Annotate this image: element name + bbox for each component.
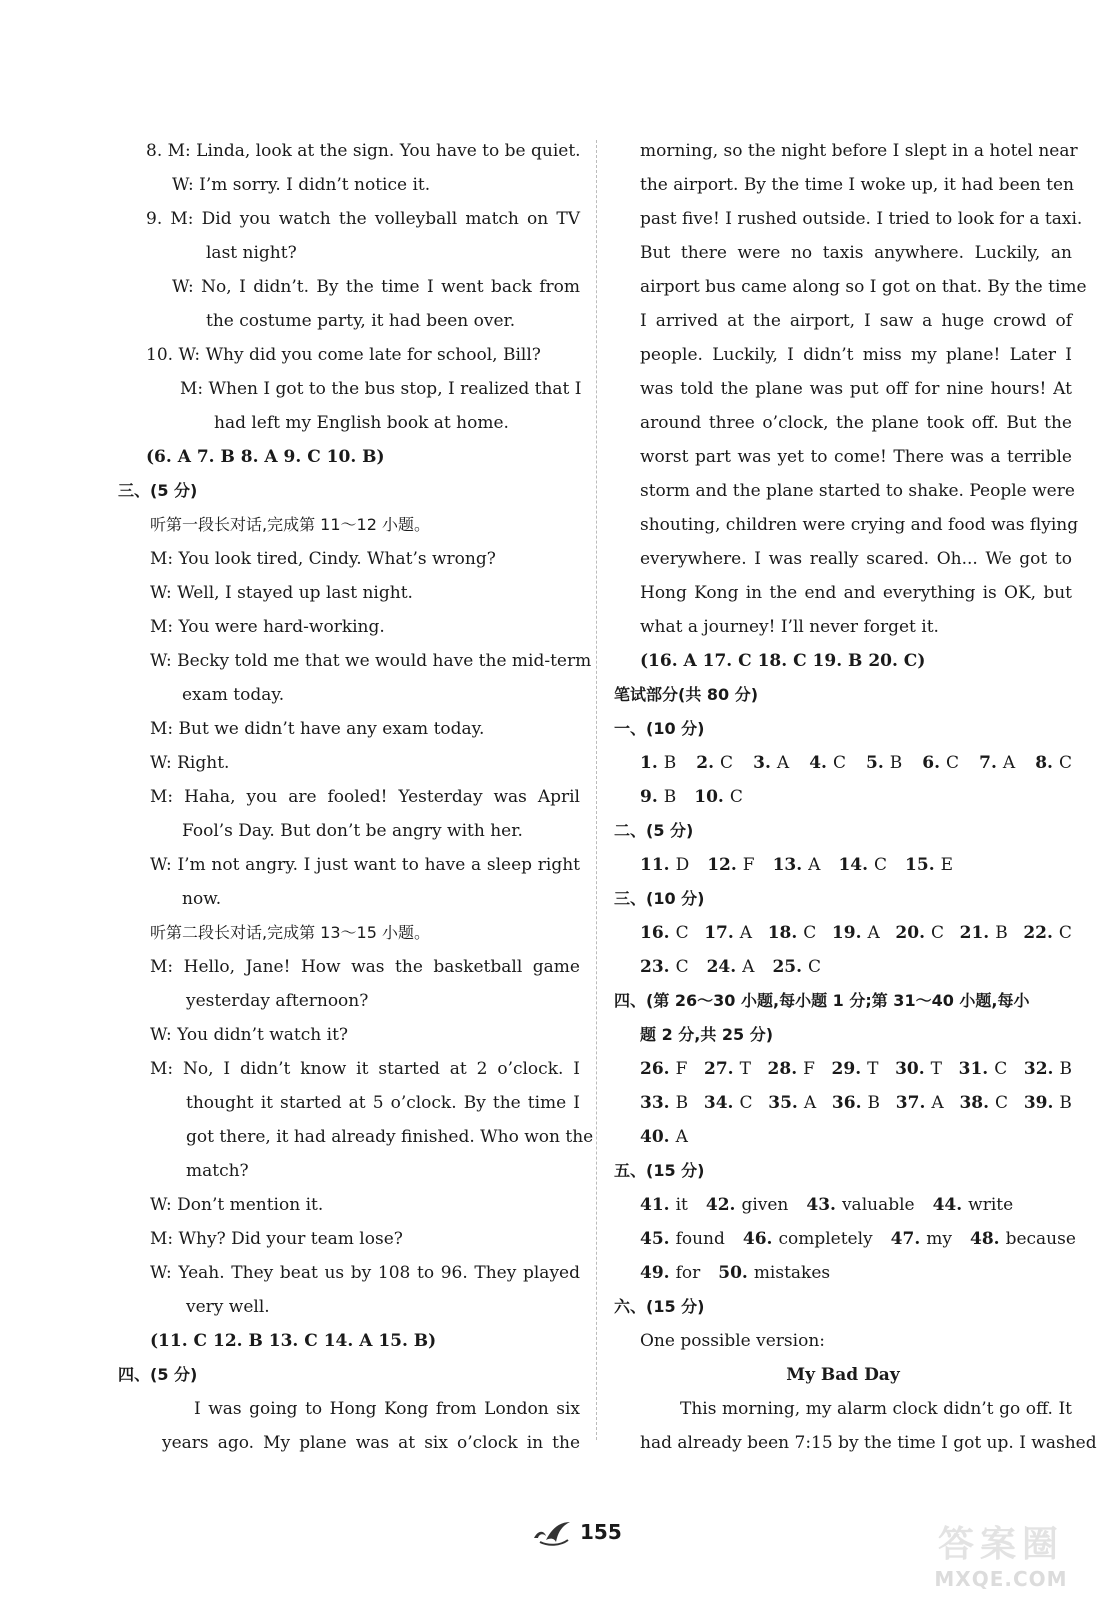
text-line: 9. M: Did you watch the volleyball match on TV [146, 209, 580, 229]
answer-value: D [675, 855, 690, 875]
answer-item [696, 746, 733, 780]
text-line: M: When I got to the bus stop, I realized that I [180, 379, 582, 399]
answer-number: 41. [640, 1195, 670, 1215]
answer-number: 19. [831, 923, 862, 943]
answer-item [640, 780, 676, 814]
answer-number: 45. [640, 1229, 670, 1249]
answer-value: A [776, 753, 790, 773]
answer-value: given [741, 1195, 789, 1215]
bird-logo-icon [530, 1518, 574, 1548]
answer-number: 9. [640, 787, 658, 807]
answer-number: 44. [932, 1195, 963, 1215]
answer-value: C [1058, 923, 1072, 943]
text-line: M: No, I didn’t know it started at 2 o’clock. I [150, 1059, 580, 1079]
answer-item [640, 1256, 700, 1290]
text-line: worst part was yet to come! There was a terrible [640, 447, 1072, 467]
answer-value: valuable [841, 1195, 915, 1215]
answer-value: C [995, 1093, 1009, 1113]
answer-row [614, 1256, 1072, 1290]
answer-value: C [675, 957, 689, 977]
answer-number: 42. [705, 1195, 736, 1215]
answer-value: B [663, 787, 677, 807]
text-line: past five! I rushed outside. I tried to look for a taxi. [640, 209, 1083, 229]
answer-number: 21. [959, 923, 990, 943]
answer-number: 30. [895, 1059, 925, 1079]
answer-number: 22. [1023, 923, 1053, 943]
answer-number: 28. [767, 1059, 798, 1079]
text-line: But there were no taxis anywhere. Luckily, an [640, 243, 1072, 263]
text-line: thought it started at 5 o’clock. By the time I [186, 1093, 580, 1113]
answer-number: 26. [640, 1059, 670, 1079]
answer-item [718, 1256, 830, 1290]
text-line: what a journey! I’ll never forget it. [640, 617, 939, 637]
answer-item [970, 1222, 1076, 1256]
text-line: now. [182, 889, 222, 909]
answer-row [614, 780, 1072, 814]
answer-item [768, 1086, 816, 1120]
answer-value: B [1059, 1093, 1072, 1113]
answer-number: 3. [753, 753, 771, 773]
answer-item [707, 950, 755, 984]
answer-number: 50. [718, 1263, 748, 1283]
text-line: had already been 7:15 by the time I got up. I washed [640, 1433, 1097, 1453]
answer-value: completely [778, 1229, 873, 1249]
answer-item [905, 848, 953, 882]
column-divider [596, 140, 597, 1440]
text-line: W: Yeah. They beat us by 108 to 96. They played [150, 1263, 580, 1283]
answer-number: 18. [767, 923, 798, 943]
answer-value: A [808, 855, 821, 875]
watermark [918, 1516, 1084, 1594]
answer-value: it [675, 1195, 688, 1215]
answer-value: found [675, 1229, 725, 1249]
answer-value: C [1058, 753, 1072, 773]
answer-number: 39. [1023, 1093, 1054, 1113]
text-line: yesterday afternoon? [186, 991, 369, 1011]
answer-number: 6. [922, 753, 941, 773]
answer-item [832, 1086, 880, 1120]
text-line: match? [186, 1161, 249, 1181]
text-line: I was going to Hong Kong from London six [194, 1399, 580, 1419]
answer-number: 4. [809, 753, 827, 773]
answer-value: C [832, 753, 846, 773]
text-line: morning, so the night before I slept in a hotel near [640, 141, 1078, 161]
answer-number: 40. [640, 1127, 670, 1147]
answer-item [960, 916, 1008, 950]
section-heading: 四、(第 26～30 小题,每小题 1 分;第 31～40 小题,每小 [614, 991, 1030, 1010]
answer-item [891, 1222, 952, 1256]
answer-number: 46. [742, 1229, 773, 1249]
answer-value: B [1059, 1059, 1072, 1079]
answer-item [640, 1188, 688, 1222]
answer-value: C [874, 855, 888, 875]
section-heading: 四、(5 分) [118, 1365, 198, 1384]
answer-item [743, 1222, 873, 1256]
answer-item [895, 1052, 942, 1086]
answer-key-line: (16. A 17. C 18. C 19. B 20. C) [640, 651, 926, 671]
text-line: W: No, I didn’t. By the time I went back from [172, 277, 580, 297]
instruction-line: 听第二段长对话,完成第 13～15 小题。 [150, 923, 430, 942]
text-line: was told the plane was put off for nine hours! At [640, 379, 1072, 399]
answer-number: 43. [806, 1195, 836, 1215]
section-heading: 三、(10 分) [614, 889, 705, 908]
answer-value: A [742, 957, 755, 977]
text-line: got there, it had already finished. Who won the [186, 1127, 594, 1147]
text-line: M: You look tired, Cindy. What’s wrong? [150, 549, 496, 569]
text-line: everywhere. I was really scared. Oh... We got to [640, 549, 1072, 569]
answer-value: C [729, 787, 743, 807]
text-line: W: Don’t mention it. [150, 1195, 324, 1215]
answer-number: 48. [969, 1229, 1000, 1249]
text-line: 10. W: Why did you come late for school, Bill? [146, 345, 541, 365]
answer-item [895, 916, 944, 950]
answer-item [922, 746, 959, 780]
answer-number: 31. [958, 1059, 989, 1079]
answer-value: A [1002, 753, 1016, 773]
watermark-bottom: MXQE.COM [934, 1567, 1068, 1591]
answer-number: 17. [704, 923, 734, 943]
answer-number: 47. [890, 1229, 921, 1249]
answer-number: 10. [694, 787, 724, 807]
text-line: airport bus came along so I got on that. By the time [640, 277, 1087, 297]
text-line: people. Luckily, I didn’t miss my plane! Later I [640, 345, 1072, 365]
text-line: W: Right. [150, 753, 230, 773]
section-heading: 五、(15 分) [614, 1161, 705, 1180]
answer-value: C [720, 753, 734, 773]
answer-number: 8. [1035, 753, 1053, 773]
text-line: W: Well, I stayed up last night. [150, 583, 413, 603]
answer-value: B [889, 753, 903, 773]
answer-value: F [803, 1059, 815, 1079]
answer-number: 12. [707, 855, 737, 875]
answer-row [614, 1052, 1072, 1086]
answer-item [806, 1188, 914, 1222]
answer-item [706, 1188, 789, 1222]
answer-row [614, 916, 1072, 950]
answer-item [640, 1120, 688, 1154]
answer-value: C [803, 923, 817, 943]
text-line: storm and the plane started to shake. People were [640, 481, 1075, 501]
text-line: M: But we didn’t have any exam today. [150, 719, 485, 739]
answer-item [773, 848, 821, 882]
answer-item [772, 950, 821, 984]
answer-item [959, 1052, 1008, 1086]
answer-item [832, 1052, 879, 1086]
answer-item [832, 916, 880, 950]
answer-value: B [867, 1093, 880, 1113]
essay-title: My Bad Day [786, 1365, 900, 1385]
answer-number: 36. [831, 1093, 862, 1113]
text-line: M: Why? Did your team lose? [150, 1229, 403, 1249]
section-heading: 六、(15 分) [614, 1297, 705, 1316]
answer-item [640, 1222, 725, 1256]
section-heading: 一、(10 分) [614, 719, 705, 738]
answer-item [866, 746, 902, 780]
page-number: 155 [580, 1520, 622, 1544]
answer-number: 35. [768, 1093, 798, 1113]
answer-item [768, 1052, 815, 1086]
text-line: W: I’m sorry. I didn’t notice it. [172, 175, 431, 195]
answer-item [1024, 1052, 1072, 1086]
answer-item [1024, 1086, 1072, 1120]
text-line: very well. [186, 1297, 270, 1317]
answer-item [753, 746, 789, 780]
answer-number: 16. [640, 923, 670, 943]
text-line: exam today. [182, 685, 285, 705]
answer-item [959, 1086, 1008, 1120]
answer-value: F [742, 855, 755, 875]
answer-value: B [663, 753, 677, 773]
text-line: 8. M: Linda, look at the sign. You have to be quiet. [146, 141, 581, 161]
answer-item [768, 916, 817, 950]
answer-row [614, 1086, 1072, 1120]
answer-item [694, 780, 743, 814]
answer-item [704, 1086, 753, 1120]
answer-item [1023, 916, 1072, 950]
right-column [614, 134, 1097, 1460]
answer-item [640, 916, 689, 950]
text-line: W: You didn’t watch it? [150, 1025, 349, 1045]
text-line: last night? [206, 243, 297, 263]
answer-item [707, 848, 754, 882]
answer-value: C [739, 1093, 753, 1113]
text-line: M: You were hard-working. [150, 617, 385, 637]
answer-item [640, 1052, 687, 1086]
answer-value: because [1005, 1229, 1076, 1249]
text-line: One possible version: [640, 1331, 825, 1351]
answer-number: 38. [959, 1093, 990, 1113]
answer-number: 49. [640, 1263, 670, 1283]
watermark-top: 答案圈 [937, 1524, 1064, 1565]
answer-number: 24. [706, 957, 737, 977]
answer-item [1035, 746, 1072, 780]
answer-value: for [675, 1263, 701, 1283]
answer-number: 29. [831, 1059, 862, 1079]
answer-item [933, 1188, 1014, 1222]
text-line: This morning, my alarm clock didn’t go off. It [680, 1399, 1072, 1419]
left-column [118, 134, 594, 1460]
answer-number: 27. [704, 1059, 734, 1079]
answer-number: 15. [905, 855, 935, 875]
answer-value: C [994, 1059, 1008, 1079]
answer-item [640, 950, 689, 984]
answer-item [704, 1052, 751, 1086]
answer-row [614, 746, 1072, 780]
answer-value: T [739, 1059, 751, 1079]
answer-number: 25. [772, 957, 803, 977]
answer-value: B [675, 1093, 689, 1113]
answer-number: 14. [838, 855, 869, 875]
text-line: W: I’m not angry. I just want to have a sleep right [150, 855, 580, 875]
answer-value: F [675, 1059, 688, 1079]
instruction-line: 听第一段长对话,完成第 11～12 小题。 [150, 515, 430, 534]
text-line: years ago. My plane was at six o’clock in the [162, 1433, 580, 1453]
text-line: Fool’s Day. But don’t be angry with her. [182, 821, 523, 841]
answer-number: 32. [1023, 1059, 1054, 1079]
answer-number: 5. [866, 753, 884, 773]
answer-value: my [926, 1229, 952, 1249]
section-heading: 笔试部分(共 80 分) [614, 685, 759, 704]
answer-row [614, 1222, 1076, 1256]
answer-value: C [675, 923, 689, 943]
answer-value: A [803, 1093, 817, 1113]
answer-number: 20. [895, 923, 925, 943]
answer-row [614, 1188, 1072, 1222]
answer-number: 37. [895, 1093, 926, 1113]
answer-value: A [739, 923, 753, 943]
answer-value: mistakes [753, 1263, 831, 1283]
answer-row [614, 950, 1072, 984]
answer-item [809, 746, 846, 780]
answer-item [838, 848, 887, 882]
text-line: Hong Kong in the end and everything is OK, but [640, 583, 1072, 603]
answer-item [640, 1086, 688, 1120]
answer-row [614, 848, 1072, 882]
text-line: had left my English book at home. [214, 413, 509, 433]
answer-row [614, 1120, 1072, 1154]
answer-value: T [867, 1059, 879, 1079]
answer-value: A [675, 1127, 688, 1147]
answer-value: T [930, 1059, 943, 1079]
answer-item [979, 746, 1015, 780]
text-line: the costume party, it had been over. [206, 311, 516, 331]
answer-item [896, 1086, 944, 1120]
text-line: W: Becky told me that we would have the mid-term [150, 651, 592, 671]
answer-key-line: (6. A 7. B 8. A 9. C 10. B) [146, 447, 385, 467]
answer-number: 23. [640, 957, 670, 977]
answer-item [640, 848, 689, 882]
answer-value: C [930, 923, 944, 943]
text-line: M: Haha, you are fooled! Yesterday was April [150, 787, 580, 807]
answer-value: C [808, 957, 822, 977]
text-line: the airport. By the time I woke up, it had been ten [640, 175, 1074, 195]
answer-value: A [867, 923, 880, 943]
answer-item [704, 916, 752, 950]
answer-value: B [995, 923, 1008, 943]
answer-number: 33. [640, 1093, 670, 1113]
section-heading: 三、(5 分) [118, 481, 198, 500]
answer-value: C [946, 753, 960, 773]
text-line: M: Hello, Jane! How was the basketball game [150, 957, 580, 977]
text-line: around three o’clock, the plane took off. But the [640, 413, 1072, 433]
text-line: I arrived at the airport, I saw a huge crowd of [640, 311, 1072, 331]
answer-item [640, 746, 676, 780]
answer-value: write [968, 1195, 1014, 1215]
answer-number: 7. [979, 753, 997, 773]
text-line: shouting, children were crying and food was flying [640, 515, 1079, 535]
answer-value: E [940, 855, 954, 875]
answer-number: 13. [772, 855, 803, 875]
answer-value: A [931, 1093, 944, 1113]
answer-number: 34. [703, 1093, 734, 1113]
section-heading: 题 2 分,共 25 分) [640, 1025, 774, 1044]
section-heading: 二、(5 分) [614, 821, 694, 840]
answer-key-line: (11. C 12. B 13. C 14. A 15. B) [150, 1331, 437, 1351]
answer-number: 2. [696, 753, 715, 773]
answer-number: 11. [640, 855, 670, 875]
answer-number: 1. [640, 753, 658, 773]
